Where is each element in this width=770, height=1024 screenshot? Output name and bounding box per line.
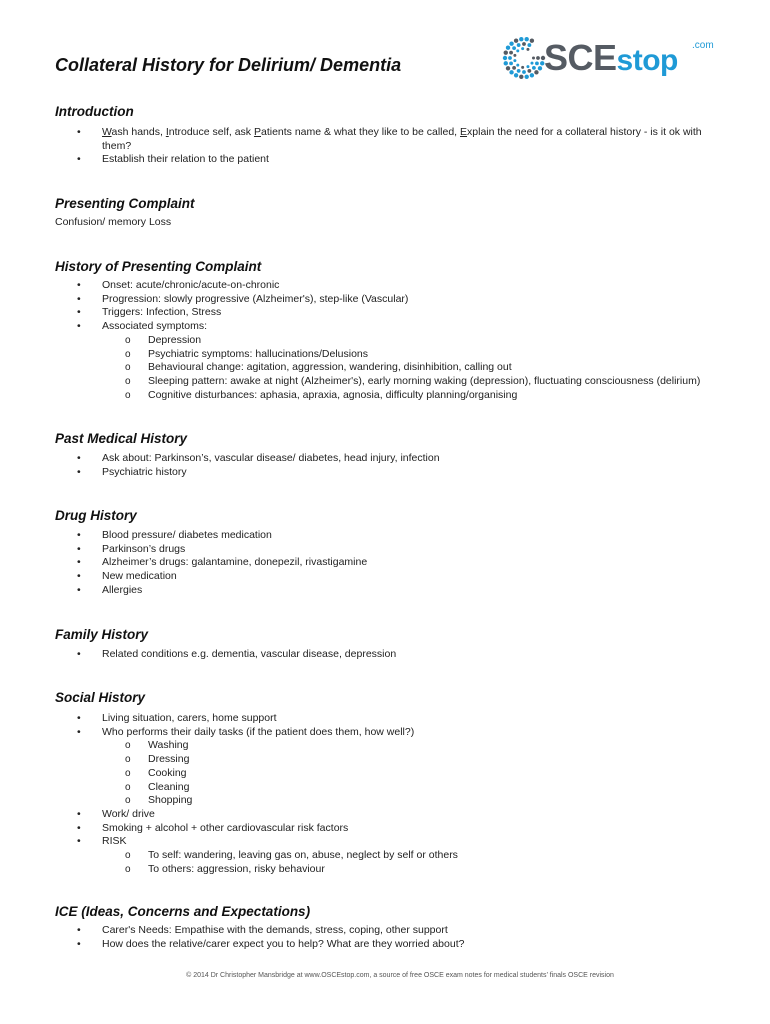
section-title-ice: ICE (Ideas, Concerns and Expectations) (55, 904, 311, 919)
ice-list (55, 924, 735, 951)
logo-dot (527, 43, 531, 47)
sub-list-item: o Sleeping pattern: awake at night (Alzheimer's), early morning waking (depression), fluctuating consciousness (delirium) (55, 375, 735, 389)
logo-dot (517, 43, 521, 47)
sub-list-item: o Shopping (55, 794, 735, 808)
list-item: • RISK (55, 835, 735, 849)
list-item: • Alzheimer’s drugs: galantamine, donepezil, rivastigamine (55, 556, 735, 570)
list-item: • How does the relative/carer expect you to help? What are they worried about? (55, 938, 735, 952)
list-item: • Living situation, carers, home support (55, 712, 735, 726)
logo-dot (532, 57, 535, 60)
sub-list-item: o Washing (55, 739, 735, 753)
list-item: • Blood pressure/ diabetes medication (55, 529, 735, 543)
family-list (55, 648, 735, 662)
text-span: atients name & what they like to be called, (260, 126, 461, 138)
sub-list-item: o Cleaning (55, 781, 735, 795)
section-title-social-history: Social History (55, 690, 146, 705)
footer-text: © 2014 Dr Christopher Mansbridge at www.OSCEstop.com, a source of free OSCE exam notes for medical students’ finals OSCE revision (186, 972, 614, 979)
logo-dot (535, 61, 539, 65)
page-footer (0, 972, 770, 979)
sub-list-item: o Dressing (55, 753, 735, 767)
logo-dot (532, 66, 536, 70)
osce-stop-logo (502, 36, 722, 80)
logo-dot (506, 46, 510, 50)
presenting-complaint-text: Confusion/ memory Loss (55, 216, 172, 228)
list-item: • Triggers: Infection, Stress (55, 306, 735, 320)
list-item: • Establish their relation to the patient (55, 153, 735, 167)
section-title-introduction: Introduction (55, 104, 134, 119)
mnemonic-letter-i: I (165, 126, 169, 138)
logo-dot (530, 39, 534, 43)
sub-list-item: o Cognitive disturbances: aphasia, apraxia, agnosia, difficulty planning/organising (55, 389, 735, 403)
hpc-list (55, 279, 735, 402)
sub-list-item: o Psychiatric symptoms: hallucinations/Delusions (55, 348, 735, 362)
logo-dot (509, 41, 513, 45)
logo-dot (504, 61, 508, 65)
list-item: • Smoking + alcohol + other cardiovascular risk factors (55, 822, 735, 836)
list-item: • Associated symptoms: (55, 320, 735, 334)
sub-list-item: o Behavioural change: agitation, aggression, wandering, disinhibition, calling out (55, 361, 735, 375)
list-item: • Parkinson’s drugs (55, 543, 735, 557)
logo-dot (514, 39, 518, 43)
logo-dot (526, 48, 529, 51)
logo-dot (534, 70, 538, 74)
logo-dot (513, 59, 516, 62)
logo-dot (509, 61, 513, 65)
section-title-pmh: Past Medical History (55, 431, 188, 446)
list-item: • Psychiatric history (55, 466, 735, 480)
logo-dot (504, 50, 508, 54)
logo-dot (512, 66, 516, 70)
list-item (55, 126, 735, 153)
logo-dot (522, 42, 526, 46)
section-title-drug-history: Drug History (55, 508, 137, 523)
logo-dot (519, 75, 523, 79)
sub-list-item: o Depression (55, 334, 735, 348)
logo-dot (536, 56, 540, 60)
logo-dot (525, 37, 529, 41)
list-item: • Progression: slowly progressive (Alzheimer's), step-like (Vascular) (55, 293, 735, 307)
section-title-presenting-complaint: Presenting Complaint (55, 196, 195, 211)
logo-dot (521, 66, 524, 69)
logo-dot (509, 70, 513, 74)
logo-dot (522, 70, 526, 74)
mnemonic-letter-e: E (460, 126, 468, 138)
text-span: xplain the need for a collateral history - is it ok with (467, 126, 702, 138)
page-title: Collateral History for Delirium/ Dementia (55, 55, 402, 75)
logo-dot (508, 56, 512, 60)
logo-dot (506, 66, 510, 70)
logo-text-com: .com (692, 40, 714, 51)
list-item: • New medication (55, 570, 735, 584)
logo-dot (527, 69, 531, 73)
mnemonic-letter-w: W (102, 126, 112, 138)
logo-dot (526, 65, 529, 68)
logo-dot (519, 37, 523, 41)
logo-dot (538, 66, 542, 70)
logo-dot (509, 51, 513, 55)
text-span: them? (102, 139, 132, 152)
list-item: • Who performs their daily tasks (if the patient does them, how well?) (55, 726, 735, 740)
sub-list-item: o To others: aggression, risky behaviour (55, 863, 735, 877)
social-list (55, 712, 735, 876)
sub-list-item: o To self: wandering, leaving gas on, abuse, neglect by self or others (55, 849, 735, 863)
logo-dot (525, 75, 529, 79)
text-span: ntroduce self, ask (168, 126, 254, 138)
logo-dot (521, 47, 524, 50)
list-item: • Work/ drive (55, 808, 735, 822)
logo-dot (513, 54, 516, 57)
logo-dot (517, 69, 521, 73)
text-span: ash hands, (111, 126, 166, 138)
logo-dot (530, 73, 534, 77)
list-item: • Carer's Needs: Empathise with the demands, stress, coping, other support (55, 924, 735, 938)
introduction-list (55, 126, 735, 167)
logo-dot (516, 64, 519, 67)
drug-list (55, 529, 735, 598)
sub-list-item: o Cooking (55, 767, 735, 781)
list-item: • Related conditions e.g. dementia, vascular disease, depression (55, 648, 735, 662)
logo-text-stop: stop (616, 44, 678, 77)
mnemonic-letter-p: P (253, 126, 261, 138)
list-item: • Onset: acute/chronic/acute-on-chronic (55, 279, 735, 293)
logo-dot (512, 46, 516, 50)
logo-text-sce: SCE (544, 37, 617, 78)
pmh-list (55, 452, 735, 479)
osce-dotted-circle-icon (502, 36, 546, 80)
section-title-family-history: Family History (55, 627, 149, 642)
logo-dot (514, 73, 518, 77)
list-item: • Ask about: Parkinson’s, vascular disease/ diabetes, head injury, infection (55, 452, 735, 466)
list-item: • Allergies (55, 584, 735, 598)
logo-dot (516, 49, 519, 52)
logo-dot (530, 62, 533, 65)
section-title-hpc: History of Presenting Complaint (55, 259, 262, 274)
logo-dot (503, 56, 507, 60)
